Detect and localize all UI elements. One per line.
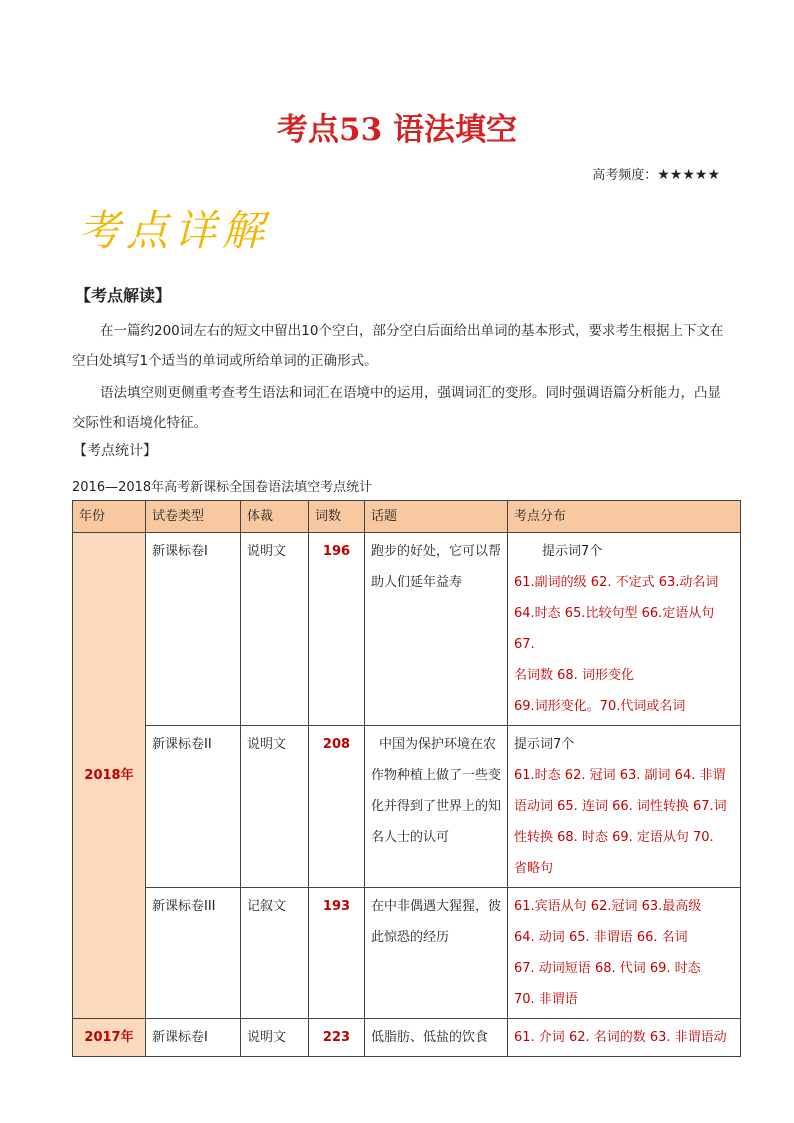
header-paper-type: 试卷类型 [146,501,241,533]
dist-line: 名词数 68. 词形变化 [514,668,634,683]
exam-frequency [592,164,720,183]
dist-line: 61.副词的级 62. 不定式 63.动名词 [514,575,719,590]
dist-line: 70. 非谓语 [514,992,578,1007]
dist-line: 提示词7个 [542,544,603,559]
paper-cell: 新课标卷II [146,726,241,888]
distribution-cell [508,533,741,726]
header-word-count: 词数 [309,501,365,533]
dist-line: 69.词形变化。70.代词或名词 [514,699,686,714]
distribution-cell [508,1019,741,1057]
distribution-cell [508,726,741,888]
frequency-stars: ★★★★★ [657,167,720,183]
paragraph-2: 语法填空则更侧重考查考生语法和词汇在语境中的运用，强调词汇的变形。同时强调语篇分析能力，凸显交际性和语境化特征。 [72,385,721,431]
year-cell-2018: 2018年 [73,533,146,1019]
dist-line: 61. 介词 62. 名词的数 63. 非谓语动 [514,1030,727,1045]
dist-line: 61.宾语从句 62.冠词 63.最高级 [514,899,702,914]
dist-line: 64. 动词 65. 非谓语 66. 名词 [514,930,688,945]
frequency-label: 高考频度： [592,168,658,183]
dist-line: 61.时态 62. 冠词 63. 副词 64. 非谓 [514,768,726,783]
words-cell: 196 [309,533,365,726]
words-cell: 223 [309,1019,365,1057]
topic-cell: 中国为保护环境在农作物种植上做了一些变化并得到了世界上的知名人士的认可 [365,726,508,888]
table-row [73,888,741,1019]
header-topic: 话题 [365,501,508,533]
distribution-cell [508,888,741,1019]
topic-cell: 低脂肪、低盐的饮食 [365,1019,508,1057]
genre-cell: 说明文 [241,1019,309,1057]
dist-line: 提示词7个 [514,737,575,752]
header-distribution: 考点分布 [508,501,741,533]
topic-cell: 跑步的好处，它可以帮助人们延年益寿 [365,533,508,726]
paragraph-1: 在一篇约200词左右的短文中留出10个空白，部分空白后面给出单词的基本形式，要求考生根据上下文在空白处填写1个适当的单词或所给单词的正确形式。 [72,323,724,369]
statistics-table [72,500,741,1057]
genre-cell: 说明文 [241,726,309,888]
words-cell: 193 [309,888,365,1019]
paper-cell: 新课标卷III [146,888,241,1019]
table-caption: 2016—2018年高考新课标全国卷语法填空考点统计 [72,480,373,495]
dist-line: 64.时态 65.比较句型 66.定语从句 67. [514,606,715,652]
page-title: 考点53 语法填空 [277,112,517,148]
section-banner: 考点详解 [78,206,271,255]
table-row [73,726,741,888]
dist-line: 省略句 [514,861,554,876]
paper-cell: 新课标卷I [146,533,241,726]
topic-cell: 在中非偶遇大猩猩，彼此惊恐的经历 [365,888,508,1019]
header-genre: 体裁 [241,501,309,533]
table-row [73,533,741,726]
paper-cell: 新课标卷I [146,1019,241,1057]
genre-cell: 记叙文 [241,888,309,1019]
section-heading-statistics: 【考点统计】 [73,443,157,459]
dist-line: 67. 动词短语 68. 代词 69. 时态 [514,961,701,976]
year-cell-2017: 2017年 [73,1019,146,1057]
table-header-row [73,501,741,533]
table-row [73,1019,741,1057]
genre-cell: 说明文 [241,533,309,726]
header-year: 年份 [73,501,146,533]
section-heading-interpretation: 【考点解读】 [75,286,172,305]
dist-line: 语动词 65. 连词 66. 词性转换 67.词 [514,799,727,814]
dist-line: 性转换 68. 时态 69. 定语从句 70. [514,830,714,845]
words-cell: 208 [309,726,365,888]
